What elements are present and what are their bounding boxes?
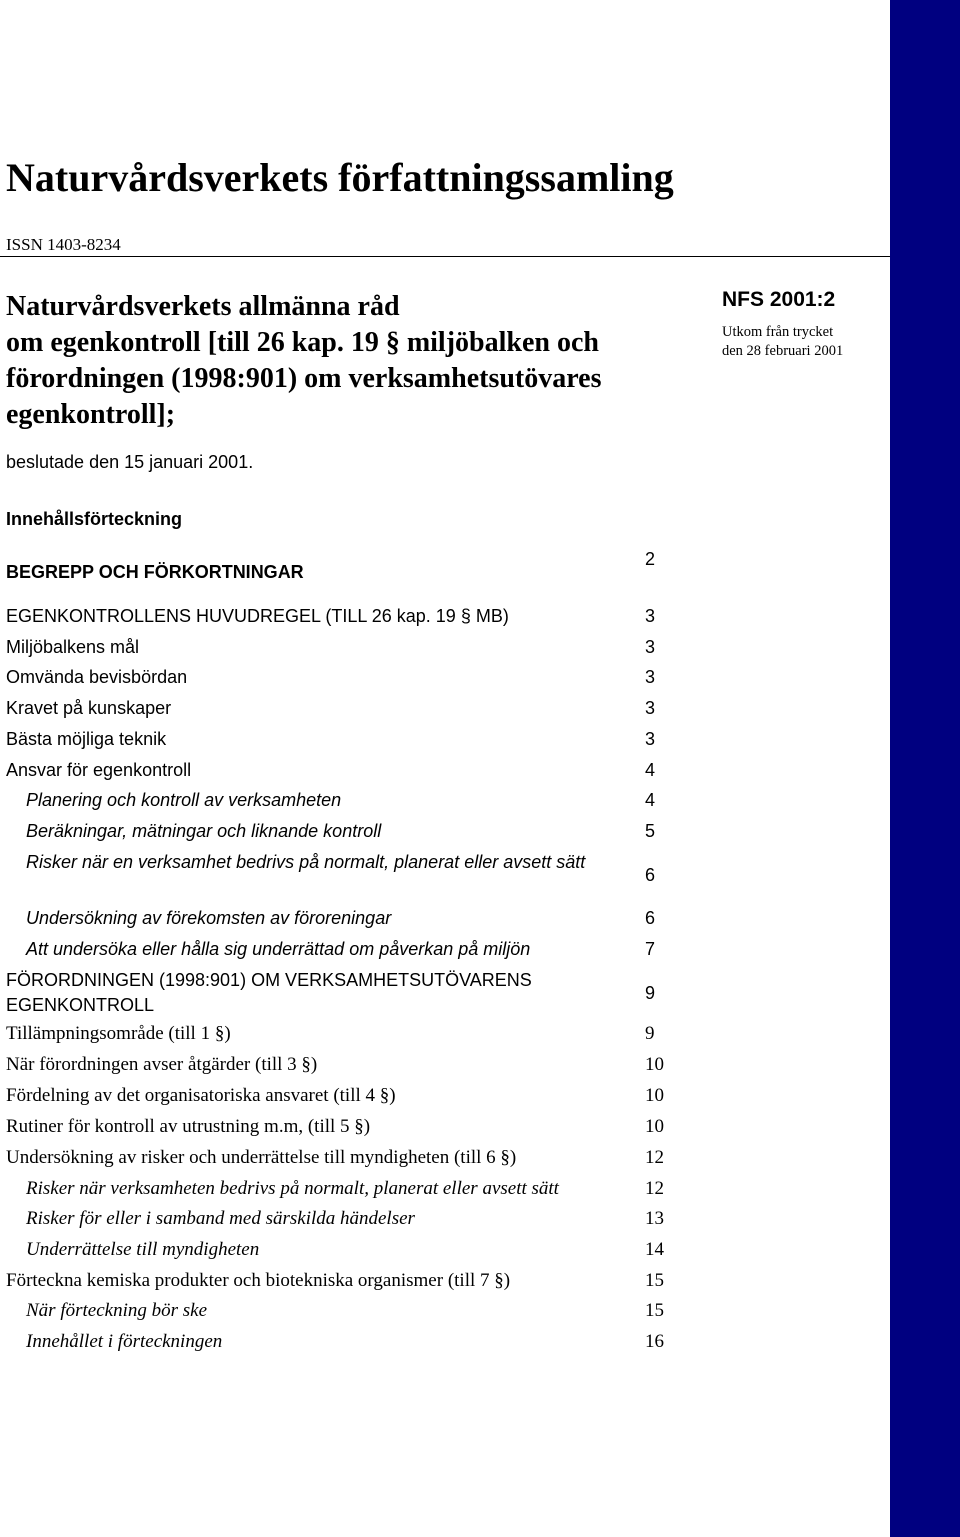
toc-entry-title: Undersökning av förekomsten av föroreningar — [26, 908, 392, 928]
toc-entry-page: 10 — [645, 1054, 664, 1075]
toc-entry-page: 3 — [645, 606, 656, 626]
toc-entry-title: Undersökning av risker och underrättelse till myndigheten (till 6 §) — [6, 1147, 517, 1168]
printed-line: den 28 februari 2001 — [722, 343, 844, 359]
publication-title: Naturvårdsverkets författningssamling — [6, 155, 674, 200]
toc-entry-title: EGENKONTROLLENS HUVUDREGEL (TILL 26 kap. 19 § MB) — [6, 606, 509, 626]
toc-entry-title: FÖRORDNINGEN (1998:901) OM VERKSAMHETSUTÖVARENS EGENKONTROLL — [6, 970, 532, 1015]
toc-entry-page: 13 — [645, 1208, 664, 1229]
toc-entry-page: 9 — [645, 983, 656, 1003]
toc-entry-page: 3 — [645, 729, 656, 749]
toc-entry-page: 5 — [645, 821, 656, 841]
toc-entry-title: Omvända bevisbördan — [6, 667, 188, 687]
toc-entry-page: 3 — [645, 637, 656, 657]
toc-entry-title: När förteckning bör ske — [26, 1300, 208, 1321]
toc-entry-title: Planering och kontroll av verksamheten — [26, 790, 342, 810]
issn: ISSN 1403-8234 — [6, 235, 121, 254]
toc-entry-page: 12 — [645, 1147, 664, 1168]
toc-entry-page: 3 — [645, 698, 656, 718]
toc-entry-page: 4 — [645, 790, 656, 810]
toc-entry-page: 10 — [645, 1116, 664, 1137]
toc-entry-title: Rutiner för kontroll av utrustning m.m, (till 5 §) — [6, 1116, 371, 1137]
toc-entry-page: 2 — [645, 549, 656, 569]
document-title-line: om egenkontroll [till 26 kap. 19 § miljöbalken och — [6, 327, 599, 358]
toc-entry-title: Underrättelse till myndigheten — [26, 1239, 260, 1260]
toc-entry-page: 3 — [645, 667, 656, 687]
toc-entry-title: Ansvar för egenkontroll — [6, 760, 192, 780]
toc-entry-title: Fördelning av det organisatoriska ansvaret (till 4 §) — [6, 1085, 396, 1106]
toc-entry-title: BEGREPP OCH FÖRKORTNINGAR — [6, 562, 304, 582]
toc-entry-page: 15 — [645, 1270, 664, 1291]
document-title-line: Naturvårdsverkets allmänna råd — [6, 291, 400, 322]
nfs-info — [722, 285, 887, 361]
toc-entry-title: Risker när verksamheten bedrivs på normalt, planerat eller avsett sätt — [26, 1178, 559, 1199]
toc-entry-page: 4 — [645, 760, 656, 780]
nfs-number: NFS 2001:2 — [722, 288, 836, 311]
toc-entry-title: När förordningen avser åtgärder (till 3 §) — [6, 1054, 318, 1075]
toc-entry-title: Miljöbalkens mål — [6, 637, 140, 657]
toc-heading: Innehållsförteckning — [6, 509, 183, 529]
decision-date: beslutade den 15 januari 2001. — [6, 452, 254, 472]
document-title-line: egenkontroll]; — [6, 399, 176, 430]
toc-entry-title: Risker när en verksamhet bedrivs på normalt, planerat eller avsett sätt — [26, 852, 586, 872]
toc-entry-page: 9 — [645, 1023, 655, 1044]
toc-entry-page: 15 — [645, 1300, 664, 1321]
toc-entry-page: 16 — [645, 1331, 664, 1352]
toc-entry-title: Innehållet i förteckningen — [26, 1331, 223, 1352]
toc-entry-title: Risker för eller i samband med särskilda händelser — [26, 1208, 415, 1229]
document-title-line: förordningen (1998:901) om verksamhetsutövares — [6, 363, 602, 394]
header-divider — [0, 256, 890, 257]
document-title — [6, 289, 666, 433]
printed-line: Utkom från trycket — [722, 324, 834, 340]
toc-entry-title: Tillämpningsområde (till 1 §) — [6, 1023, 231, 1044]
toc-entry-title: Att undersöka eller hålla sig underrättad om påverkan på miljön — [26, 939, 531, 959]
toc-entry-page: 10 — [645, 1085, 664, 1106]
side-color-band — [890, 0, 960, 1537]
toc-entry-title: Förteckna kemiska produkter och biotekniska organismer (till 7 §) — [6, 1270, 511, 1291]
toc-entry-page: 12 — [645, 1178, 664, 1199]
toc-entry-title: Bästa möjliga teknik — [6, 729, 167, 749]
toc-entry-page: 14 — [645, 1239, 664, 1260]
toc-entry-page: 7 — [645, 939, 656, 959]
toc-entry-page: 6 — [645, 908, 656, 928]
toc-entry-page: 6 — [645, 865, 656, 885]
toc-entry-title: Kravet på kunskaper — [6, 698, 172, 718]
printed-date — [722, 323, 887, 361]
toc-entry-title: Beräkningar, mätningar och liknande kontroll — [26, 821, 382, 841]
